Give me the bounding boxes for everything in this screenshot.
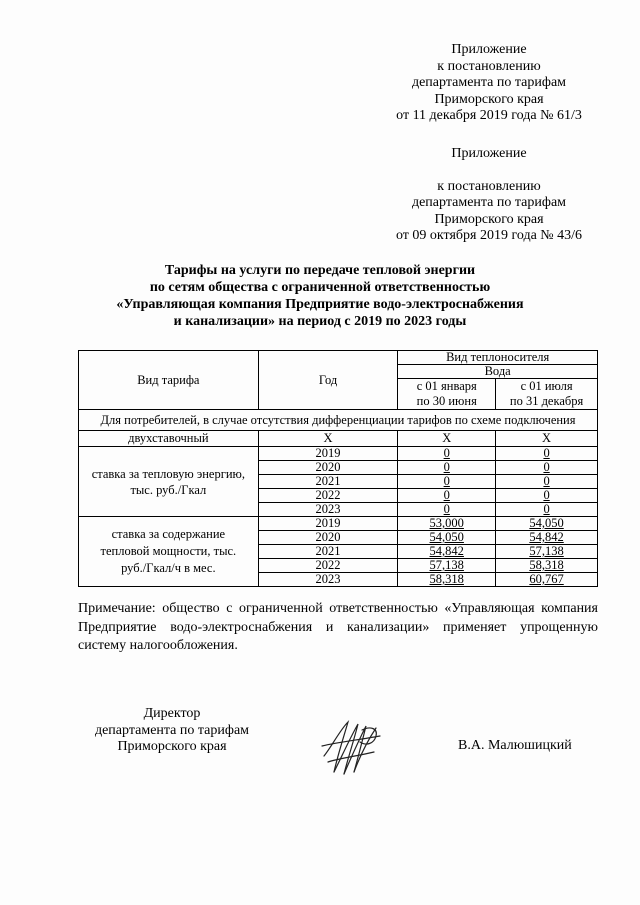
energy-2020-p2: 0	[496, 461, 598, 475]
energy-year-2019: 2019	[258, 447, 398, 461]
energy-year-2020: 2020	[258, 461, 398, 475]
two-part-label: двухставочный	[79, 431, 259, 447]
capacity-2023-p1: 58,318	[398, 573, 496, 587]
signatory-position	[72, 706, 272, 756]
capacity-year-2021: 2021	[258, 545, 398, 559]
capacity-2019-p2: 54,050	[496, 517, 598, 531]
appendix-header-2	[370, 146, 608, 245]
capacity-year-2022: 2022	[258, 559, 398, 573]
energy-rate-label	[79, 447, 259, 517]
title-line-4: и канализации» на период с 2019 по 2023 годы	[173, 314, 467, 329]
capacity-2021-p1: 54,842	[398, 545, 496, 559]
section-label: Для потребителей, в случае отсутствия дифференциации тарифов по схеме подключения	[79, 410, 598, 431]
capacity-2021-p2: 57,138	[496, 545, 598, 559]
signatory-position-line-1: Директор	[143, 706, 201, 721]
header-water: Вода	[398, 365, 598, 379]
two-part-year: X	[258, 431, 398, 447]
appendix-1-line-3: департамента по тарифам	[411, 75, 567, 90]
energy-year-2023: 2023	[258, 503, 398, 517]
energy-rate-label-line-1: ставка за тепловую энергию,	[91, 466, 245, 481]
appendix-1-line-5: от 11 декабря 2019 года № 61/3	[396, 108, 582, 123]
capacity-year-2020: 2020	[258, 531, 398, 545]
capacity-2019-p1: 53,000	[398, 517, 496, 531]
header-period-2	[496, 379, 598, 410]
header-period-2-line-1: с 01 июля	[520, 379, 573, 393]
header-period-1-line-2: по 30 июня	[416, 394, 477, 408]
signatory-position-line-2: департамента по тарифам	[94, 722, 250, 738]
capacity-rate-label	[79, 517, 259, 587]
capacity-year-2023: 2023	[258, 573, 398, 587]
capacity-rate-label-line-1: ставка за содержание	[111, 527, 226, 541]
energy-2023-p1: 0	[398, 503, 496, 517]
appendix-1-line-2: к постановлению	[437, 58, 541, 74]
energy-2020-p1: 0	[398, 461, 496, 475]
header-period-2-line-2: по 31 декабря	[509, 394, 584, 408]
capacity-rate-label-line-3: руб./Гкал/ч в мес.	[121, 561, 216, 575]
capacity-rate-label-line-2: тепловой мощности, тыс.	[100, 544, 237, 558]
title-line-2: по сетям общества с ограниченной ответственностью	[149, 280, 491, 295]
energy-2023-p2: 0	[496, 503, 598, 517]
appendix-2-line-2: к постановлению	[437, 178, 541, 194]
energy-year-2021: 2021	[258, 475, 398, 489]
header-period-1-line-1: с 01 января	[416, 379, 477, 393]
capacity-2020-p1: 54,050	[398, 531, 496, 545]
signatory-position-line-3: Приморского края	[117, 739, 227, 754]
energy-2022-p2: 0	[496, 489, 598, 503]
note-paragraph: Примечание: общество с ограниченной ответственностью «Управляющая компания Предприятие водо-электроснабжения и канализации» применяет упрощенную систему налогообложения.	[78, 601, 598, 653]
title-line-1: Тарифы на услуги по передаче тепловой энергии	[164, 263, 476, 278]
capacity-year-2019: 2019	[258, 517, 398, 531]
capacity-2023-p2: 60,767	[496, 573, 598, 587]
appendix-2-line-4: Приморского края	[434, 211, 544, 227]
energy-2021-p2: 0	[496, 475, 598, 489]
energy-2019-p2: 0	[496, 447, 598, 461]
appendix-2-line-1: Приложение	[451, 146, 527, 161]
header-tariff-type: Вид тарифа	[79, 351, 259, 410]
energy-2022-p1: 0	[398, 489, 496, 503]
energy-2021-p1: 0	[398, 475, 496, 489]
document-title	[60, 262, 580, 330]
appendix-1-line-1: Приложение	[451, 42, 527, 57]
appendix-2-line-5: от 09 октября 2019 года № 43/6	[395, 228, 583, 243]
header-period-1	[398, 379, 496, 410]
energy-rate-label-line-2: тыс. руб./Гкал	[130, 482, 207, 497]
header-year: Год	[258, 351, 398, 410]
header-carrier: Вид теплоносителя	[398, 351, 598, 365]
energy-2019-p1: 0	[398, 447, 496, 461]
capacity-2022-p2: 58,318	[496, 559, 598, 573]
two-part-p1: X	[398, 431, 496, 447]
two-part-p2: X	[496, 431, 598, 447]
handwritten-signature	[318, 716, 384, 778]
appendix-2-line-3: департамента по тарифам	[411, 195, 567, 210]
appendix-header-1	[370, 42, 608, 125]
signatory-name: В.А. Малюшицкий	[458, 738, 572, 753]
capacity-2020-p2: 54,842	[496, 531, 598, 545]
energy-year-2022: 2022	[258, 489, 398, 503]
appendix-1-line-4: Приморского края	[434, 91, 544, 107]
title-line-3: «Управляющая компания Предприятие водо-электроснабжения	[116, 297, 524, 312]
tariffs-table	[78, 350, 598, 587]
capacity-2022-p1: 57,138	[398, 559, 496, 573]
